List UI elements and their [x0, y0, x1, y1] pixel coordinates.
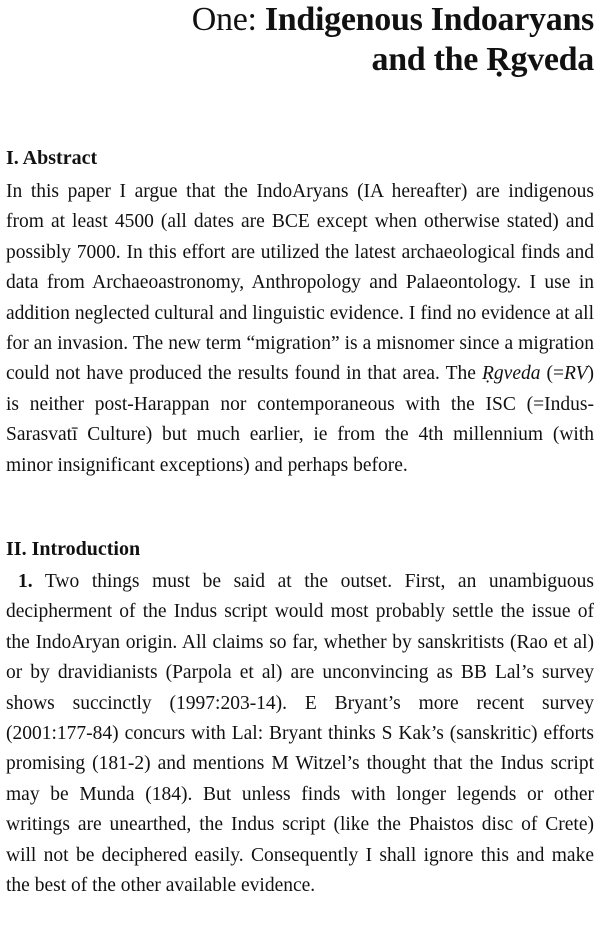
paragraph-number: 1. [18, 571, 33, 592]
abstract-paragraph [6, 177, 594, 481]
abstract-text: In this paper I argue that the IndoAryans (IA hereafter) are indigenous from at least 4500 (all dates are BCE except when otherwise stated) and possibly 7000. In this effort are utilized the latest archaeological finds and data from Archaeoastronomy, Anthropology and Palaeontology. I use in addition neglected cultural and linguistic evidence. I find no evidence at all for an invasion. The new term “migration” is a misnomer since a migration could not have produced the results found in that area. The [6, 181, 594, 385]
introduction-text: Two things must be said at the outset. First, an unambiguous decipherment of the Indus script would most probably settle the issue of the IndoAryan origin. All claims so far, whether by sanskritists (Rao et al) or by dravidianists (Parpola et al) are unconvincing as BB Lal’s survey shows succinctly (1997:203-14). E Bryant’s more recent survey (2001:177-84) concurs with Lal: Bryant thinks S Kak’s (sanskritic) efforts promising (181-2) and mentions M Witzel’s thought that the Indus script may be Munda (184). But unless finds with longer legends or other writings are unearthed, the Indus script (like the Phaistos disc of Crete) will not be deciphered easily. Consequently I shall ignore this and make the best of the other available evidence. [6, 571, 594, 897]
introduction-paragraph [6, 567, 594, 901]
chapter-number: One: [191, 1, 257, 38]
chapter-title-line-1 [192, 0, 594, 40]
chapter-title-line-2: and the Ṛgveda [371, 41, 594, 78]
abbr-open: (= [540, 363, 565, 385]
section-heading-abstract: I. Abstract [6, 147, 98, 169]
abstract-text-continued: ) is neither post-Harappan nor contemporaneous with the ISC (=Indus-Sarasvatī Culture) but much earlier, ie from the 4th millennium (with minor insignificant exceptions) and perhaps before. [6, 363, 595, 476]
section-heading-introduction: II. Introduction [6, 538, 141, 560]
chapter-title-text-1: Indigenous Indoaryans [264, 1, 594, 38]
chapter-title [192, 0, 594, 80]
rgveda-term: Ṛgveda [482, 363, 541, 385]
rv-abbreviation: RV [564, 363, 588, 385]
